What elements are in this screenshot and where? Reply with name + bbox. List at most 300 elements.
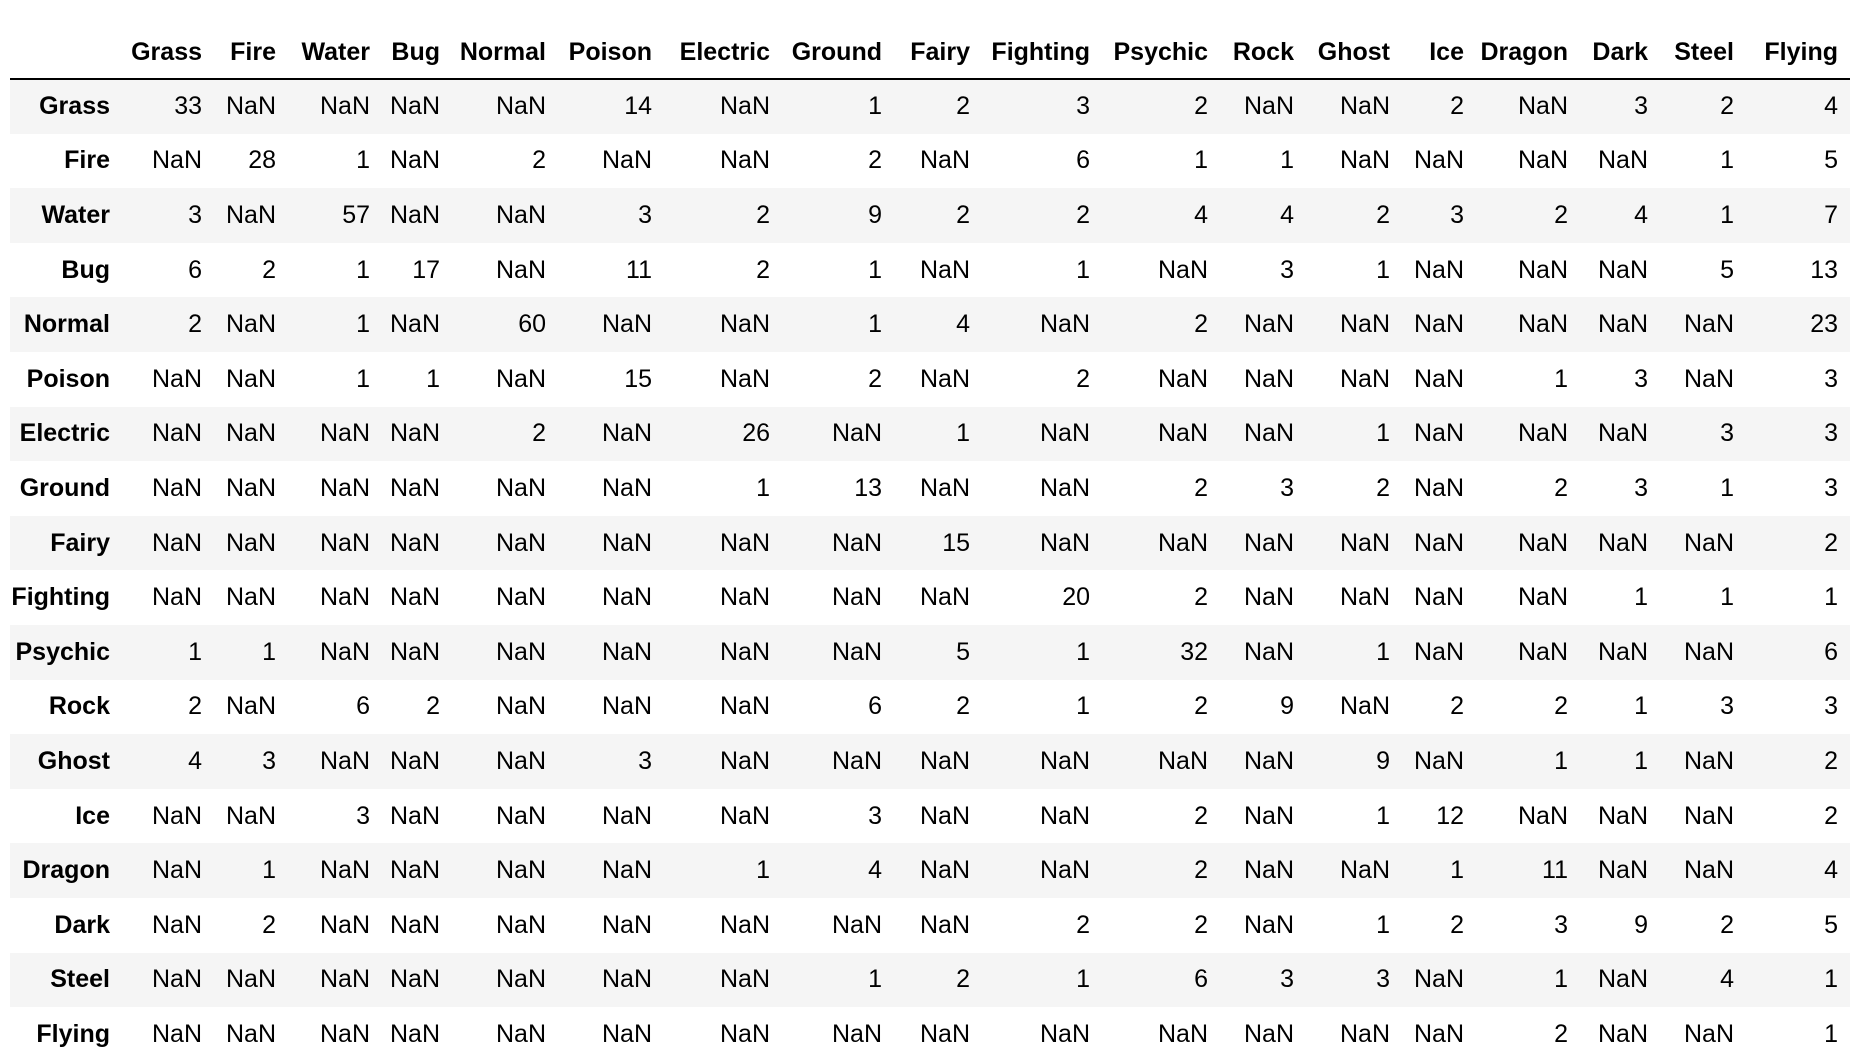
table-row xyxy=(10,734,1850,789)
table-cell: NaN xyxy=(1039,419,1090,448)
table-cell: NaN xyxy=(1339,528,1390,557)
table-row xyxy=(10,79,1850,134)
table-cell: 2 xyxy=(756,200,770,229)
table-cell: NaN xyxy=(225,419,276,448)
table-cell: NaN xyxy=(495,473,546,502)
table-cell: 1 xyxy=(1720,200,1734,229)
table-cell: 2 xyxy=(956,92,970,121)
table-cell: NaN xyxy=(1339,310,1390,339)
table-cell: 4 xyxy=(956,310,970,339)
table-cell: NaN xyxy=(719,92,770,121)
table-cell: NaN xyxy=(225,92,276,121)
table-cell: NaN xyxy=(831,1019,882,1048)
table-cell: NaN xyxy=(151,146,202,175)
crosstab-table-container xyxy=(10,26,1846,1062)
table-cell: NaN xyxy=(495,801,546,830)
table-cell: NaN xyxy=(1597,965,1648,994)
table-cell: NaN xyxy=(1517,637,1568,666)
table-cell: NaN xyxy=(495,637,546,666)
table-cell: NaN xyxy=(319,1019,370,1048)
table-cell: NaN xyxy=(719,146,770,175)
table-cell: NaN xyxy=(151,856,202,885)
table-cell: 2 xyxy=(1554,473,1568,502)
table-row xyxy=(10,134,1850,189)
table-cell: NaN xyxy=(1339,92,1390,121)
table-cell: NaN xyxy=(1339,364,1390,393)
table-cell: 2 xyxy=(1076,910,1090,939)
table-cell: NaN xyxy=(719,746,770,775)
table-row xyxy=(10,516,1850,571)
table-cell: 11 xyxy=(1542,856,1568,885)
table-cell: 9 xyxy=(868,200,882,229)
table-row xyxy=(10,789,1850,844)
table-cell: NaN xyxy=(151,528,202,557)
table-cell: 2 xyxy=(262,255,276,284)
table-cell: NaN xyxy=(601,583,652,612)
table-cell: 14 xyxy=(624,92,652,121)
table-cell: NaN xyxy=(1243,856,1294,885)
table-cell: 6 xyxy=(1076,146,1090,175)
table-cell: 33 xyxy=(174,92,202,121)
table-cell: NaN xyxy=(319,746,370,775)
table-row xyxy=(10,297,1850,352)
table-cell: 1 xyxy=(868,965,882,994)
table-cell: 1 xyxy=(1376,255,1390,284)
row-header-dark: Dark xyxy=(54,910,110,939)
table-cell: NaN xyxy=(1517,419,1568,448)
table-cell: 2 xyxy=(1076,200,1090,229)
table-cell: NaN xyxy=(1157,746,1208,775)
table-cell: 3 xyxy=(1280,473,1294,502)
table-cell: 1 xyxy=(1634,692,1648,721)
table-cell: 1 xyxy=(1720,583,1734,612)
table-cell: 1 xyxy=(356,364,370,393)
table-cell: 23 xyxy=(1810,310,1838,339)
column-header-flying: Flying xyxy=(1746,26,1850,79)
table-cell: NaN xyxy=(1339,856,1390,885)
row-header-steel: Steel xyxy=(50,965,110,994)
row-header-ghost: Ghost xyxy=(37,746,110,775)
row-header-psychic: Psychic xyxy=(15,637,110,666)
table-cell: 6 xyxy=(1194,965,1208,994)
table-cell: 15 xyxy=(942,528,970,557)
table-cell: NaN xyxy=(1413,965,1464,994)
table-cell: NaN xyxy=(1157,528,1208,557)
table-cell: 6 xyxy=(1824,637,1838,666)
column-header-fighting: Fighting xyxy=(982,26,1102,79)
crosstab-table xyxy=(10,26,1850,1062)
row-header-poison: Poison xyxy=(26,364,110,393)
table-cell: 3 xyxy=(1720,419,1734,448)
table-cell: NaN xyxy=(1039,801,1090,830)
table-cell: NaN xyxy=(1243,1019,1294,1048)
row-header-grass: Grass xyxy=(39,92,110,121)
table-cell: 15 xyxy=(624,364,652,393)
table-cell: 2 xyxy=(1720,910,1734,939)
table-cell: NaN xyxy=(719,637,770,666)
row-header-normal: Normal xyxy=(23,310,110,339)
table-cell: 4 xyxy=(1280,200,1294,229)
table-cell: NaN xyxy=(719,692,770,721)
table-cell: 1 xyxy=(356,146,370,175)
table-cell: NaN xyxy=(601,528,652,557)
table-cell: NaN xyxy=(719,965,770,994)
table-cell: 1 xyxy=(868,310,882,339)
table-cell: NaN xyxy=(389,200,440,229)
table-cell: 2 xyxy=(1376,200,1390,229)
table-cell: NaN xyxy=(1039,856,1090,885)
table-cell: NaN xyxy=(389,583,440,612)
column-header-electric: Electric xyxy=(664,26,782,79)
table-cell: 1 xyxy=(1824,1019,1838,1048)
table-cell: 57 xyxy=(342,200,370,229)
table-cell: 1 xyxy=(1076,637,1090,666)
table-cell: NaN xyxy=(1597,801,1648,830)
table-cell: NaN xyxy=(831,746,882,775)
table-cell: NaN xyxy=(495,528,546,557)
table-cell: 2 xyxy=(1824,746,1838,775)
table-cell: NaN xyxy=(1157,255,1208,284)
table-cell: NaN xyxy=(719,1019,770,1048)
table-cell: NaN xyxy=(831,637,882,666)
table-cell: NaN xyxy=(1517,583,1568,612)
table-cell: NaN xyxy=(495,364,546,393)
table-cell: 26 xyxy=(742,419,770,448)
table-cell: NaN xyxy=(1517,92,1568,121)
table-cell: NaN xyxy=(495,965,546,994)
table-cell: 1 xyxy=(956,419,970,448)
table-cell: NaN xyxy=(225,310,276,339)
table-cell: 3 xyxy=(1554,910,1568,939)
table-cell: 9 xyxy=(1634,910,1648,939)
table-cell: NaN xyxy=(1339,146,1390,175)
table-cell: NaN xyxy=(225,1019,276,1048)
table-cell: NaN xyxy=(1157,1019,1208,1048)
table-cell: 2 xyxy=(1554,692,1568,721)
table-cell: 1 xyxy=(1280,146,1294,175)
table-cell: 4 xyxy=(1824,92,1838,121)
table-cell: 1 xyxy=(188,637,202,666)
table-row xyxy=(10,352,1850,407)
table-cell: NaN xyxy=(1597,310,1648,339)
table-cell: NaN xyxy=(1243,910,1294,939)
table-cell: NaN xyxy=(1413,364,1464,393)
table-cell: 1 xyxy=(1554,746,1568,775)
table-cell: 2 xyxy=(1824,801,1838,830)
table-cell: 2 xyxy=(1194,692,1208,721)
table-cell: 1 xyxy=(1824,965,1838,994)
table-cell: NaN xyxy=(1413,528,1464,557)
table-cell: 1 xyxy=(1076,965,1090,994)
table-cell: NaN xyxy=(151,419,202,448)
table-cell: NaN xyxy=(389,637,440,666)
table-cell: NaN xyxy=(1683,801,1734,830)
table-cell: NaN xyxy=(1597,255,1648,284)
table-row xyxy=(10,843,1850,898)
table-cell: NaN xyxy=(1157,364,1208,393)
table-cell: 2 xyxy=(1194,583,1208,612)
table-cell: 3 xyxy=(1280,255,1294,284)
table-cell: NaN xyxy=(919,255,970,284)
table-cell: NaN xyxy=(1339,1019,1390,1048)
table-cell: 3 xyxy=(1824,364,1838,393)
table-cell: NaN xyxy=(1517,528,1568,557)
table-cell: NaN xyxy=(1597,856,1648,885)
table-cell: 2 xyxy=(1824,528,1838,557)
table-cell: NaN xyxy=(601,419,652,448)
table-cell: NaN xyxy=(225,801,276,830)
table-cell: 1 xyxy=(1076,692,1090,721)
table-cell: NaN xyxy=(919,801,970,830)
table-cell: 60 xyxy=(518,310,546,339)
table-cell: NaN xyxy=(1413,146,1464,175)
table-cell: 1 xyxy=(868,255,882,284)
column-header-dragon: Dragon xyxy=(1476,26,1580,79)
table-cell: NaN xyxy=(495,92,546,121)
table-cell: 2 xyxy=(532,419,546,448)
table-cell: 1 xyxy=(1634,583,1648,612)
table-row xyxy=(10,1007,1850,1062)
table-cell: NaN xyxy=(601,310,652,339)
table-cell: NaN xyxy=(389,910,440,939)
table-cell: NaN xyxy=(1243,746,1294,775)
table-cell: NaN xyxy=(601,692,652,721)
table-cell: 11 xyxy=(626,255,652,284)
table-cell: NaN xyxy=(601,146,652,175)
table-cell: NaN xyxy=(1413,310,1464,339)
table-cell: 5 xyxy=(956,637,970,666)
table-cell: 2 xyxy=(1450,910,1464,939)
column-header-fairy: Fairy xyxy=(894,26,982,79)
table-cell: NaN xyxy=(1243,419,1294,448)
table-cell: NaN xyxy=(225,473,276,502)
table-cell: NaN xyxy=(1517,255,1568,284)
table-cell: NaN xyxy=(151,364,202,393)
table-cell: 2 xyxy=(1194,910,1208,939)
table-cell: NaN xyxy=(495,255,546,284)
table-cell: NaN xyxy=(719,583,770,612)
table-cell: NaN xyxy=(1413,583,1464,612)
table-cell: NaN xyxy=(1683,1019,1734,1048)
table-cell: 3 xyxy=(1720,692,1734,721)
table-cell: NaN xyxy=(831,583,882,612)
table-cell: 1 xyxy=(1554,364,1568,393)
table-cell: 1 xyxy=(1720,146,1734,175)
table-cell: 7 xyxy=(1824,200,1838,229)
table-cell: NaN xyxy=(1413,419,1464,448)
table-cell: NaN xyxy=(1683,856,1734,885)
table-cell: NaN xyxy=(319,92,370,121)
table-cell: NaN xyxy=(1243,637,1294,666)
column-header-poison: Poison xyxy=(558,26,664,79)
table-cell: 1 xyxy=(1554,965,1568,994)
column-header-grass: Grass xyxy=(130,26,214,79)
table-cell: NaN xyxy=(495,1019,546,1048)
table-cell: NaN xyxy=(1243,528,1294,557)
table-cell: NaN xyxy=(1413,637,1464,666)
table-cell: 20 xyxy=(1062,583,1090,612)
table-cell: 9 xyxy=(1376,746,1390,775)
table-cell: NaN xyxy=(1683,528,1734,557)
table-cell: NaN xyxy=(1517,310,1568,339)
table-cell: 3 xyxy=(356,801,370,830)
table-cell: NaN xyxy=(601,1019,652,1048)
table-cell: 1 xyxy=(1824,583,1838,612)
table-body xyxy=(10,79,1850,1062)
table-cell: NaN xyxy=(1039,1019,1090,1048)
table-cell: 2 xyxy=(1194,856,1208,885)
table-row xyxy=(10,898,1850,953)
table-cell: 6 xyxy=(868,692,882,721)
table-cell: NaN xyxy=(601,637,652,666)
table-cell: NaN xyxy=(151,1019,202,1048)
table-cell: NaN xyxy=(389,310,440,339)
table-cell: NaN xyxy=(919,910,970,939)
table-cell: NaN xyxy=(1517,146,1568,175)
table-row xyxy=(10,680,1850,735)
row-header-dragon: Dragon xyxy=(22,856,110,885)
table-cell: 1 xyxy=(262,856,276,885)
table-cell: 2 xyxy=(262,910,276,939)
table-cell: NaN xyxy=(225,965,276,994)
table-cell: 28 xyxy=(248,146,276,175)
row-header-water: Water xyxy=(41,200,110,229)
table-cell: NaN xyxy=(601,910,652,939)
table-cell: NaN xyxy=(719,310,770,339)
table-cell: NaN xyxy=(1039,528,1090,557)
table-cell: NaN xyxy=(1683,364,1734,393)
table-cell: 9 xyxy=(1280,692,1294,721)
table-cell: 2 xyxy=(756,255,770,284)
table-cell: NaN xyxy=(719,801,770,830)
table-cell: NaN xyxy=(1597,146,1648,175)
table-row xyxy=(10,953,1850,1008)
table-cell: 2 xyxy=(1194,310,1208,339)
table-cell: 4 xyxy=(1194,200,1208,229)
table-cell: 2 xyxy=(868,146,882,175)
row-header-fire: Fire xyxy=(64,146,110,175)
column-header-ground: Ground xyxy=(782,26,894,79)
table-cell: 3 xyxy=(1634,92,1648,121)
table-cell: NaN xyxy=(151,910,202,939)
table-row xyxy=(10,570,1850,625)
row-header-ice: Ice xyxy=(75,801,110,830)
table-cell: NaN xyxy=(389,473,440,502)
row-header-fairy: Fairy xyxy=(50,528,110,557)
table-cell: 1 xyxy=(262,637,276,666)
table-cell: NaN xyxy=(919,746,970,775)
table-cell: NaN xyxy=(831,528,882,557)
table-cell: 3 xyxy=(638,200,652,229)
table-cell: 13 xyxy=(854,473,882,502)
table-cell: 1 xyxy=(1376,801,1390,830)
table-cell: NaN xyxy=(919,473,970,502)
table-cell: NaN xyxy=(319,583,370,612)
table-cell: 5 xyxy=(1720,255,1734,284)
table-cell: NaN xyxy=(1243,583,1294,612)
table-cell: 3 xyxy=(1450,200,1464,229)
table-cell: 6 xyxy=(188,255,202,284)
table-cell: NaN xyxy=(225,583,276,612)
table-cell: 1 xyxy=(1450,856,1464,885)
row-header-bug: Bug xyxy=(61,255,110,284)
table-cell: NaN xyxy=(225,364,276,393)
table-cell: NaN xyxy=(919,364,970,393)
table-cell: NaN xyxy=(919,146,970,175)
table-cell: 2 xyxy=(1450,692,1464,721)
column-header-normal: Normal xyxy=(452,26,558,79)
table-cell: NaN xyxy=(389,1019,440,1048)
table-cell: NaN xyxy=(495,692,546,721)
table-cell: NaN xyxy=(1413,255,1464,284)
table-cell: NaN xyxy=(319,965,370,994)
table-cell: 3 xyxy=(1824,692,1838,721)
table-cell: 2 xyxy=(1720,92,1734,121)
table-cell: 3 xyxy=(1376,965,1390,994)
table-cell: NaN xyxy=(1683,637,1734,666)
table-cell: NaN xyxy=(225,528,276,557)
table-cell: 1 xyxy=(1376,419,1390,448)
table-cell: NaN xyxy=(319,637,370,666)
table-cell: 1 xyxy=(756,856,770,885)
table-cell: 1 xyxy=(1720,473,1734,502)
table-cell: 2 xyxy=(1450,92,1464,121)
table-cell: NaN xyxy=(225,692,276,721)
table-cell: NaN xyxy=(1039,310,1090,339)
table-cell: 2 xyxy=(188,310,202,339)
table-cell: 3 xyxy=(1280,965,1294,994)
table-cell: NaN xyxy=(1039,473,1090,502)
table-cell: 2 xyxy=(956,965,970,994)
table-cell: NaN xyxy=(601,856,652,885)
table-cell: 4 xyxy=(1824,856,1838,885)
table-cell: NaN xyxy=(719,528,770,557)
table-cell: 3 xyxy=(1824,473,1838,502)
table-cell: NaN xyxy=(495,200,546,229)
row-header-electric: Electric xyxy=(19,419,110,448)
table-cell: 2 xyxy=(868,364,882,393)
table-cell: 2 xyxy=(1194,92,1208,121)
table-cell: 4 xyxy=(1634,200,1648,229)
table-cell: NaN xyxy=(389,856,440,885)
table-row xyxy=(10,188,1850,243)
table-cell: NaN xyxy=(1597,637,1648,666)
table-cell: NaN xyxy=(719,364,770,393)
table-cell: 2 xyxy=(1376,473,1390,502)
table-cell: NaN xyxy=(919,856,970,885)
table-cell: NaN xyxy=(919,583,970,612)
table-cell: NaN xyxy=(1597,528,1648,557)
table-cell: 5 xyxy=(1824,146,1838,175)
row-header-rock: Rock xyxy=(48,692,110,721)
table-cell: NaN xyxy=(319,856,370,885)
table-cell: NaN xyxy=(1597,419,1648,448)
table-cell: NaN xyxy=(1339,692,1390,721)
table-cell: 2 xyxy=(1076,364,1090,393)
table-cell: NaN xyxy=(1413,1019,1464,1048)
table-cell: NaN xyxy=(319,528,370,557)
table-cell: NaN xyxy=(1243,92,1294,121)
table-cell: 1 xyxy=(356,255,370,284)
column-header-fire: Fire xyxy=(214,26,288,79)
table-cell: 1 xyxy=(426,364,440,393)
table-row xyxy=(10,243,1850,298)
table-cell: 4 xyxy=(868,856,882,885)
table-cell: NaN xyxy=(601,473,652,502)
table-cell: 1 xyxy=(868,92,882,121)
table-cell: 1 xyxy=(1376,910,1390,939)
table-cell: NaN xyxy=(225,200,276,229)
